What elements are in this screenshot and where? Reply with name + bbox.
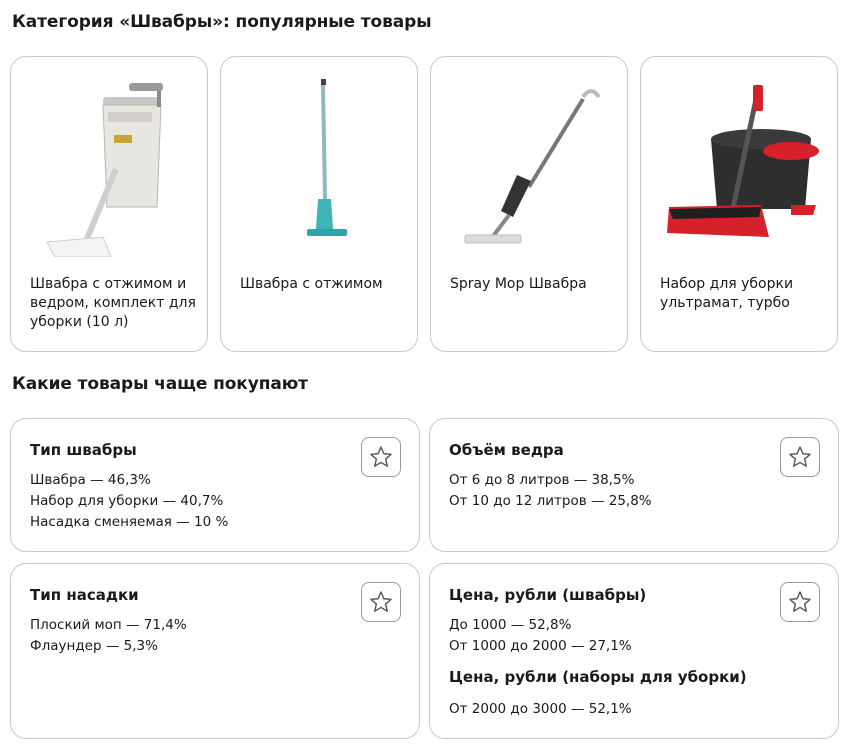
star-icon <box>787 589 813 615</box>
card-subtitle: Цена, рубли (наборы для уборки) <box>449 668 747 686</box>
product-image <box>431 57 628 257</box>
product-image <box>11 57 208 257</box>
stat-line: От 1000 до 2000 — 27,1% <box>449 638 632 654</box>
stat-line: Швабра — 46,3% <box>30 472 151 488</box>
stat-card-mop-type <box>10 418 420 552</box>
product-name[interactable]: Швабра с отжимом <box>240 276 383 292</box>
stat-line: Плоский моп — 71,4% <box>30 617 187 633</box>
stat-line: От 10 до 12 литров — 25,8% <box>449 493 652 509</box>
favorite-button[interactable] <box>361 582 401 622</box>
product-name[interactable]: Spray Мор Швабра <box>450 276 587 292</box>
stat-card-bucket-volume <box>429 418 839 552</box>
product-name[interactable]: Набор для уборки ультрамат, турбо <box>660 276 794 311</box>
product-image <box>641 57 838 257</box>
favorite-button[interactable] <box>780 582 820 622</box>
product-card[interactable] <box>640 56 838 352</box>
stat-line: Насадка сменяемая — 10 % <box>30 514 229 530</box>
star-icon <box>787 444 813 470</box>
section-title-frequent: Какие товары чаще покупают <box>12 374 308 394</box>
card-title: Тип насадки <box>30 586 139 604</box>
favorite-button[interactable] <box>780 437 820 477</box>
stat-card-nozzle-type <box>10 563 420 739</box>
star-icon <box>368 589 394 615</box>
section-title-popular: Категория «Швабры»: популярные товары <box>12 12 432 32</box>
product-image <box>221 57 418 257</box>
favorite-button[interactable] <box>361 437 401 477</box>
product-card[interactable] <box>430 56 628 352</box>
star-icon <box>368 444 394 470</box>
card-title: Цена, рубли (швабры) <box>449 586 647 604</box>
stat-line: Набор для уборки — 40,7% <box>30 493 224 509</box>
stat-line: До 1000 — 52,8% <box>449 617 572 633</box>
stat-card-price <box>429 563 839 739</box>
stat-line: От 2000 до 3000 — 52,1% <box>449 701 632 717</box>
card-title: Объём ведра <box>449 441 564 459</box>
stat-line: От 6 до 8 литров — 38,5% <box>449 472 635 488</box>
product-card[interactable] <box>220 56 418 352</box>
product-card[interactable] <box>10 56 208 352</box>
stat-line: Флаундер — 5,3% <box>30 638 158 654</box>
card-title: Тип швабры <box>30 441 137 459</box>
product-name[interactable]: Швабра с отжимом и ведром, комплект для уборки (10 л) <box>30 276 196 330</box>
